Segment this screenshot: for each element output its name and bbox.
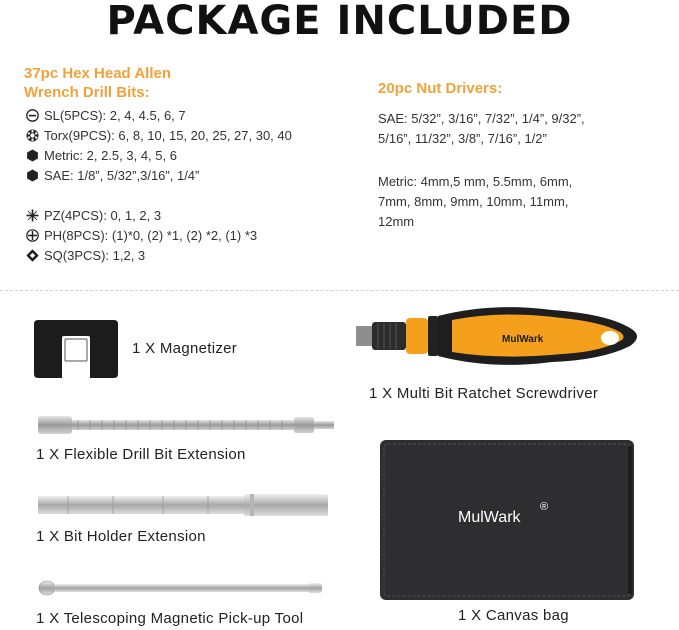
pozidriv-icon	[26, 208, 39, 221]
bit-holder-extension-image	[38, 492, 328, 523]
nuts-heading: 20pc Nut Drivers:	[378, 80, 503, 97]
bit-spec-text: SQ(3PCS): 1,2, 3	[44, 248, 146, 263]
bit-spec-metric	[26, 146, 177, 166]
bit-spec-ph	[26, 226, 257, 246]
bit-spec-text: SAE: 1/8”, 5/32”,3/16”, 1/4”	[44, 168, 200, 183]
flexible-extension-image	[38, 412, 336, 443]
bit-spec-sq	[26, 246, 145, 266]
slotted-icon	[26, 108, 39, 121]
nuts-sae-line2: 5/16”, 11/32”, 3/8”, 7/16”, 1/2”	[378, 131, 547, 146]
page-title: PACKAGE INCLUDED	[106, 0, 573, 44]
bits-heading	[24, 64, 171, 102]
bit-spec-sae	[26, 166, 199, 186]
ratchet-brand-label: MulWark	[502, 334, 544, 345]
registered-mark: ®	[540, 501, 549, 513]
bit-spec-text: SL(5PCS): 2, 4, 4.5, 6, 7	[44, 108, 186, 123]
magnetizer-image	[32, 316, 120, 385]
bit-spec-text: PH(8PCS): (1)*0, (2) *1, (2) *2, (1) *3	[44, 228, 258, 243]
section-divider	[0, 290, 679, 291]
nuts-metric	[378, 172, 572, 232]
bit-spec-pz	[26, 206, 161, 226]
bag-caption: 1 X Canvas bag	[458, 607, 569, 624]
bits-heading-line2: Wrench Drill Bits:	[24, 84, 150, 101]
nuts-sae	[378, 109, 585, 149]
bit-spec-text: Torx(9PCS): 6, 8, 10, 15, 20, 25, 27, 30, 40	[44, 128, 292, 143]
torx-icon	[26, 128, 39, 141]
nuts-metric-line2: 7mm, 8mm, 9mm, 10mm, 11mm,	[378, 194, 569, 209]
hex-metric-icon	[26, 148, 39, 161]
magnetizer-caption: 1 X Magnetizer	[132, 340, 238, 357]
bits-heading-line1: 37pc Hex Head Allen	[24, 65, 172, 82]
nuts-sae-line1: SAE: 5/32”, 3/16”, 7/32”, 1/4”, 9/32”,	[378, 111, 585, 126]
flexible-caption: 1 X Flexible Drill Bit Extension	[36, 446, 246, 463]
nuts-metric-line1: Metric: 4mm,5 mm, 5.5mm, 6mm,	[378, 174, 573, 189]
bit-spec-text: Metric: 2, 2.5, 3, 4, 5, 6	[44, 148, 177, 163]
ratchet-caption: 1 X Multi Bit Ratchet Screwdriver	[369, 385, 599, 402]
bit-spec-torx	[26, 126, 292, 146]
telescoping-tool-image	[38, 578, 324, 603]
telescoping-caption: 1 X Telescoping Magnetic Pick-up Tool	[36, 610, 304, 627]
nuts-metric-line3: 12mm	[378, 214, 415, 229]
hex-sae-icon	[26, 168, 39, 181]
ratchet-screwdriver-image	[352, 298, 652, 381]
phillips-icon	[26, 228, 39, 241]
square-icon	[26, 248, 39, 261]
bit-holder-caption: 1 X Bit Holder Extension	[36, 528, 206, 545]
bit-spec-sl	[26, 106, 186, 126]
bag-brand-label: MulWark	[458, 509, 521, 526]
bit-spec-text: PZ(4PCS): 0, 1, 2, 3	[44, 208, 162, 223]
canvas-bag-image	[380, 440, 634, 605]
